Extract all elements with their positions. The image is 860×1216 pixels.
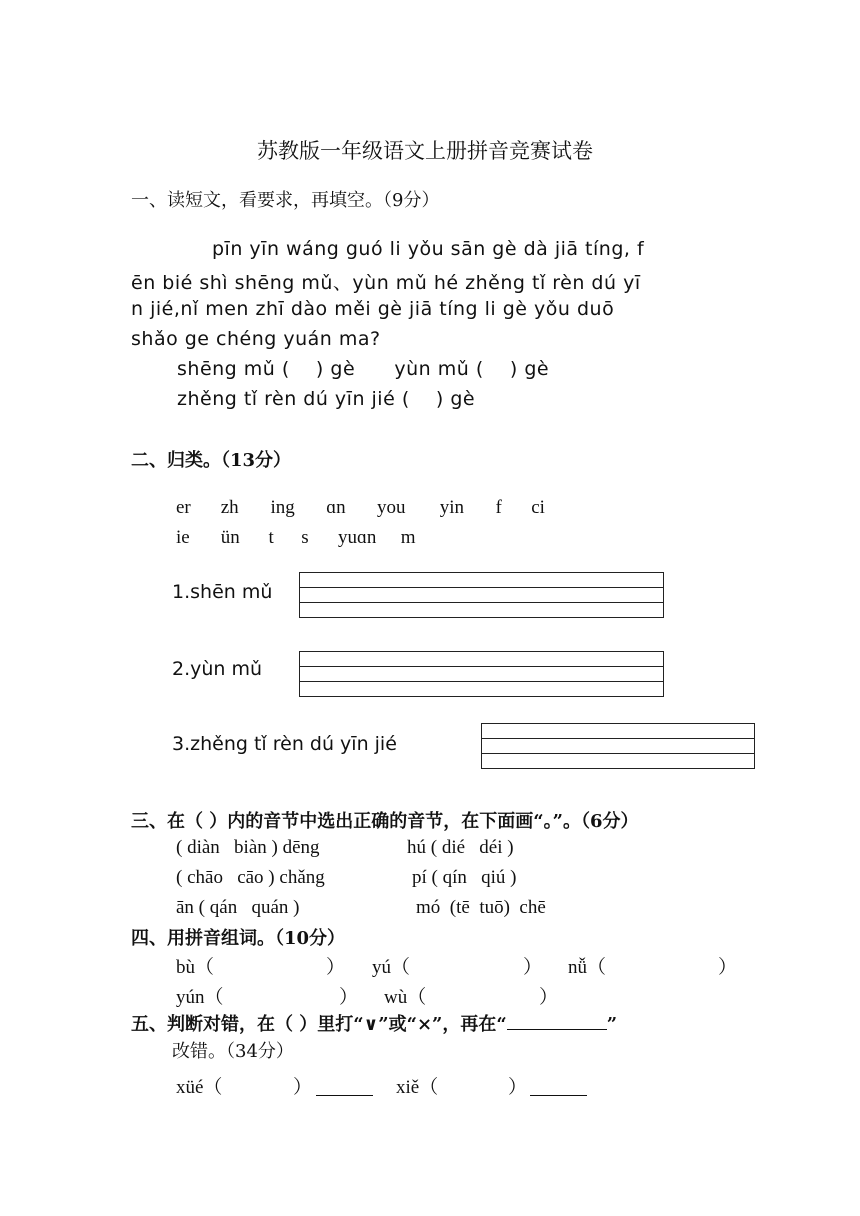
category-3-answer-box[interactable] bbox=[481, 723, 755, 769]
word-yun-close: ） bbox=[339, 987, 359, 1008]
passage-line-4: shǎo ge chéng yuán ma? bbox=[131, 328, 381, 350]
word-yu-open: yú（ bbox=[372, 957, 411, 978]
section5-heading-line2: 改错。（34分） bbox=[172, 1041, 294, 1062]
word-nv-open: nǚ（ bbox=[568, 957, 607, 978]
letter: ci bbox=[531, 497, 545, 518]
judge-xue-close: ） bbox=[293, 1077, 313, 1098]
word-yu-close: ） bbox=[523, 957, 543, 978]
word-bu-close: ） bbox=[326, 957, 346, 978]
passage-line-3: n jié,nǐ men zhī dào měi gè jiā tíng li gè yǒu duō bbox=[131, 298, 615, 320]
letter: yin bbox=[439, 497, 465, 518]
word-wu-open: wù（ bbox=[384, 987, 427, 1008]
category-2-label: 2.yùn mǔ bbox=[172, 658, 263, 680]
letter: s bbox=[301, 527, 309, 548]
category-3-label: 3.zhěng tǐ rèn dú yīn jié bbox=[172, 733, 397, 755]
letter: m bbox=[400, 527, 416, 548]
choice-3b: mó (tē tuō) chē bbox=[416, 897, 546, 918]
choice-1b: hú ( dié déi ) bbox=[407, 837, 514, 858]
letters-row-1 bbox=[176, 497, 561, 519]
choice-2a: ( chāo cāo ) chǎng bbox=[176, 867, 325, 888]
category-1-answer-box[interactable] bbox=[299, 572, 664, 618]
letter: you bbox=[377, 497, 406, 518]
letter: f bbox=[495, 497, 502, 518]
choice-1a: ( diàn biàn ) dēng bbox=[176, 837, 320, 858]
fill-line-2: zhěng tǐ rèn dú yīn jié ( ) gè bbox=[177, 388, 476, 410]
judge-xie-open: xiě（ bbox=[396, 1077, 439, 1098]
section5-heading bbox=[131, 1010, 617, 1036]
passage-line-2: ēn bié shì shēng mǔ、yùn mǔ hé zhěng tǐ rèn dú yī bbox=[131, 272, 641, 294]
word-bu-open: bù（ bbox=[176, 957, 215, 978]
letter: yuɑn bbox=[338, 527, 377, 548]
section5-heading-text: 五、判断对错，在（ ）里打“∨”或“×”，再在“ bbox=[131, 1014, 507, 1035]
page-title: 苏教版一年级语文上册拼音竞赛试卷 bbox=[257, 139, 593, 163]
judge-xue-open: xüé（ bbox=[176, 1077, 223, 1098]
letter: ie bbox=[176, 527, 190, 548]
section4-heading: 四、用拼音组词。（10分） bbox=[131, 928, 346, 949]
choice-2b: pí ( qín qiú ) bbox=[412, 867, 517, 888]
section1-heading: 一、读短文，看要求，再填空。（9分） bbox=[131, 190, 440, 211]
category-2-answer-box[interactable] bbox=[299, 651, 664, 697]
judge-xie-correction-blank[interactable] bbox=[530, 1076, 587, 1096]
letter: ing bbox=[270, 497, 295, 518]
section5-heading-close-quote: ” bbox=[606, 1014, 618, 1035]
judge-xie-close: ） bbox=[508, 1077, 528, 1098]
category-1-label: 1.shēn mǔ bbox=[172, 581, 273, 603]
choice-3a: ān ( qán quán ) bbox=[176, 897, 300, 918]
letter: t bbox=[268, 527, 274, 548]
judge-xue-correction-blank[interactable] bbox=[316, 1076, 373, 1096]
letter: zh bbox=[220, 497, 239, 518]
letter: ün bbox=[220, 527, 240, 548]
letter: ɑn bbox=[326, 497, 346, 518]
word-nv-close: ） bbox=[718, 957, 738, 978]
section2-heading: 二、归类。（13分） bbox=[131, 450, 292, 471]
passage-line-1: pīn yīn wáng guó li yǒu sān gè dà jiā tíng, f bbox=[212, 238, 645, 260]
letters-row-2 bbox=[176, 527, 431, 549]
fill-line-1: shēng mǔ ( ) gè yùn mǔ ( ) gè bbox=[177, 358, 550, 380]
word-yun-open: yún（ bbox=[176, 987, 224, 1008]
heading-underline-blank bbox=[507, 1011, 607, 1030]
letter: er bbox=[176, 497, 191, 518]
section3-heading: 三、在（ ）内的音节中选出正确的音节，在下面画“。”。（6分） bbox=[131, 811, 639, 832]
word-wu-close: ） bbox=[539, 987, 559, 1008]
